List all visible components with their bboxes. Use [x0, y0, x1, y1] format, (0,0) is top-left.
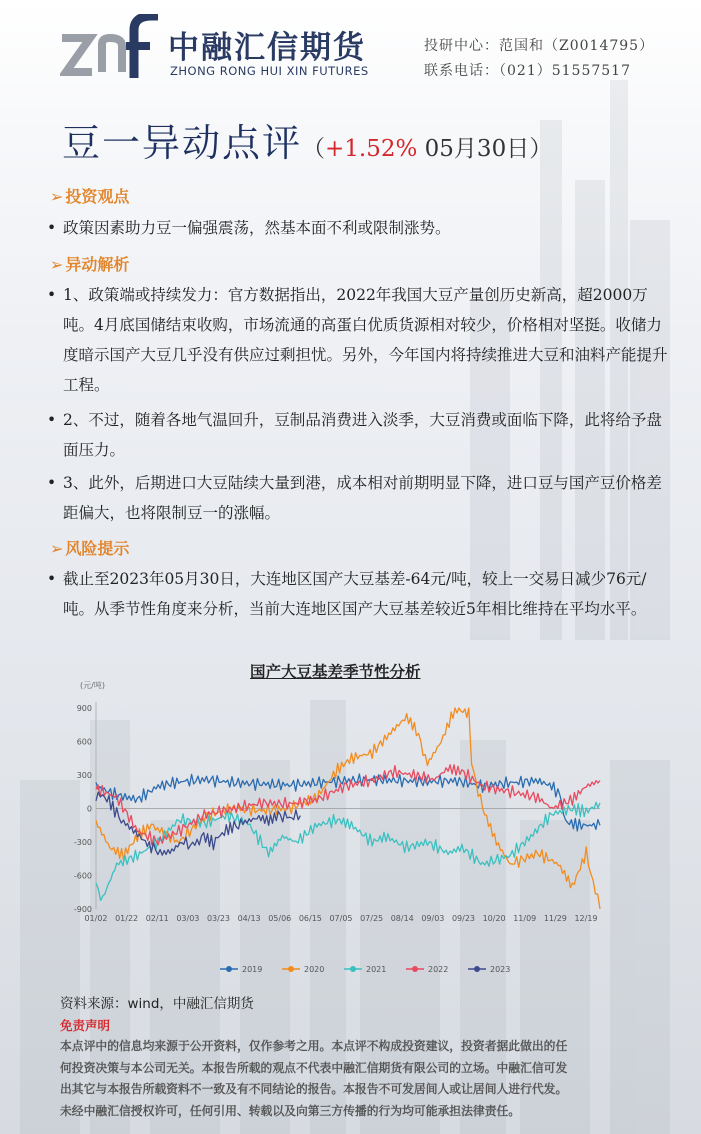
research-contact: 投研中心：范国和（Z0014795） [424, 38, 655, 54]
y-axis-unit-label: (元/吨) [80, 681, 105, 690]
x-tick-label: 01/02 [84, 914, 108, 923]
legend-marker-2022 [412, 966, 418, 972]
bullet-dot-icon: • [47, 219, 57, 237]
arrow-icon: ➢ [50, 539, 64, 558]
x-tick-label: 09/03 [421, 914, 445, 923]
analysis-bullet-2: • 2、不过，随着各地气温回升，豆制品消费进入淡季，大豆消费或面临下降，此将给予盘面压力。 [47, 405, 669, 465]
section-analysis: ➢ 异动解析 [50, 255, 130, 274]
disclaimer-line: 未经中融汇信授权许可，任何引用、转载以及向第三方传播的行为均可能承担法律责任。 [60, 1103, 521, 1118]
series-line-2021 [96, 802, 600, 900]
y-tick-label: -600 [73, 871, 92, 881]
section-investment-view: ➢ 投资观点 [50, 187, 130, 206]
x-tick-label: 03/03 [176, 914, 200, 923]
legend-label-2023: 2023 [490, 965, 511, 974]
analysis-bullet-3: • 3、此外，后期进口大豆陆续大量到港，成本相对前期明显下降，进口豆与国产豆价格差距偏大，也将限制豆一的涨幅。 [47, 468, 669, 528]
legend-label-2022: 2022 [428, 965, 449, 974]
legend-marker-2023 [474, 966, 480, 972]
view-bullet: • 政策因素助力豆一偏强震荡，然基本面不利或限制涨势。 [47, 213, 669, 243]
risk-bullet: • 截止至2023年05月30日，大连地区国产大豆基差-64元/吨，较上一交易日减少76元/吨。从季节性角度来分析，当前大连地区国产大豆基差较近5年相比维持在平均水平。 [47, 564, 669, 624]
x-tick-label: 02/11 [145, 914, 169, 923]
legend-label-2021: 2021 [366, 965, 387, 974]
title-date: 05月30日 [417, 136, 530, 162]
x-tick-label: 07/05 [329, 914, 353, 923]
x-tick-label: 12/19 [574, 914, 598, 923]
y-tick-label: 900 [76, 704, 92, 713]
bullet-dot-icon: • [47, 474, 57, 492]
title-main: 豆一异动点评 [62, 121, 303, 165]
report-title [62, 112, 552, 167]
x-tick-label: 11/09 [513, 914, 537, 923]
bullet-dot-icon: • [47, 286, 57, 304]
x-tick-label: 06/15 [298, 914, 322, 923]
disclaimer-line: 本点评中的信息均来源于公开资料，仅作参考之用。本点评不构成投资建议，投资者据此做出的任 [60, 1039, 568, 1053]
disclaimer-line: 何投资决策与本公司无关。本报告所载的观点不代表中融汇信期货有限公司的立场。中融汇信可发 [60, 1060, 568, 1075]
legend-label-2019: 2019 [242, 965, 263, 974]
y-tick-label: 0 [86, 804, 92, 814]
company-logo [60, 14, 160, 80]
x-tick-label: 10/20 [482, 914, 506, 923]
data-source: 资料来源：wind，中融汇信期货 [60, 996, 254, 1012]
chart-title: 国产大豆基差季节性分析 [250, 662, 421, 681]
legend-marker-2020 [288, 966, 294, 972]
disclaimer-heading: 免责声明 [60, 1018, 111, 1033]
disclaimer-body [60, 1036, 640, 1122]
x-tick-label: 07/25 [360, 914, 384, 923]
legend-marker-2019 [226, 966, 232, 972]
brand-name-cn: 中融汇信期货 [168, 30, 366, 66]
analysis-bullet-1: • 1、政策端或持续发力：官方数据指出，2022年我国大豆产量创历史新高，超2000万吨。4月底国储结束收购，市场流通的高蛋白优质货源相对较少，价格相对坚挺。收储力度暗示国产大豆几乎没有供应过剩担忧。另外，今年国内将持续推进大豆和油料产能提升工程。 [47, 280, 669, 400]
price-change-percent: +1.52% [325, 136, 418, 162]
arrow-icon: ➢ [50, 187, 64, 206]
y-tick-label: -300 [73, 838, 92, 847]
bullet-dot-icon: • [47, 570, 57, 588]
x-tick-label: 09/23 [451, 914, 476, 923]
title-close-paren: ） [529, 136, 553, 162]
x-tick-label: 05/06 [268, 914, 292, 923]
legend-marker-2021 [350, 966, 356, 972]
legend-label-2020: 2020 [304, 965, 325, 974]
disclaimer-line: 出其它与本报告所载资料不一致及有不同结论的报告。本报告不可发居间人或让居间人进行代发。 [60, 1082, 568, 1096]
y-tick-label: 300 [76, 771, 92, 780]
basis-seasonal-chart [60, 672, 620, 984]
x-tick-label: 08/14 [390, 914, 414, 923]
arrow-icon: ➢ [50, 255, 64, 274]
y-tick-label: -900 [73, 905, 92, 914]
section-risk: ➢ 风险提示 [50, 539, 130, 558]
x-tick-label: 01/22 [115, 914, 139, 923]
series-line-2022 [96, 765, 600, 845]
x-tick-label: 04/13 [237, 914, 261, 923]
brand-name-en: ZHONG RONG HUI XIN FUTURES [170, 64, 369, 78]
x-tick-label: 03/23 [206, 914, 231, 923]
title-open-paren: （ [302, 136, 326, 162]
report-header [0, 0, 701, 95]
phone-contact: 联系电话：（021）51557517 [424, 63, 631, 79]
bullet-dot-icon: • [47, 411, 57, 429]
y-tick-label: 600 [76, 737, 92, 747]
x-tick-label: 11/29 [543, 914, 567, 923]
